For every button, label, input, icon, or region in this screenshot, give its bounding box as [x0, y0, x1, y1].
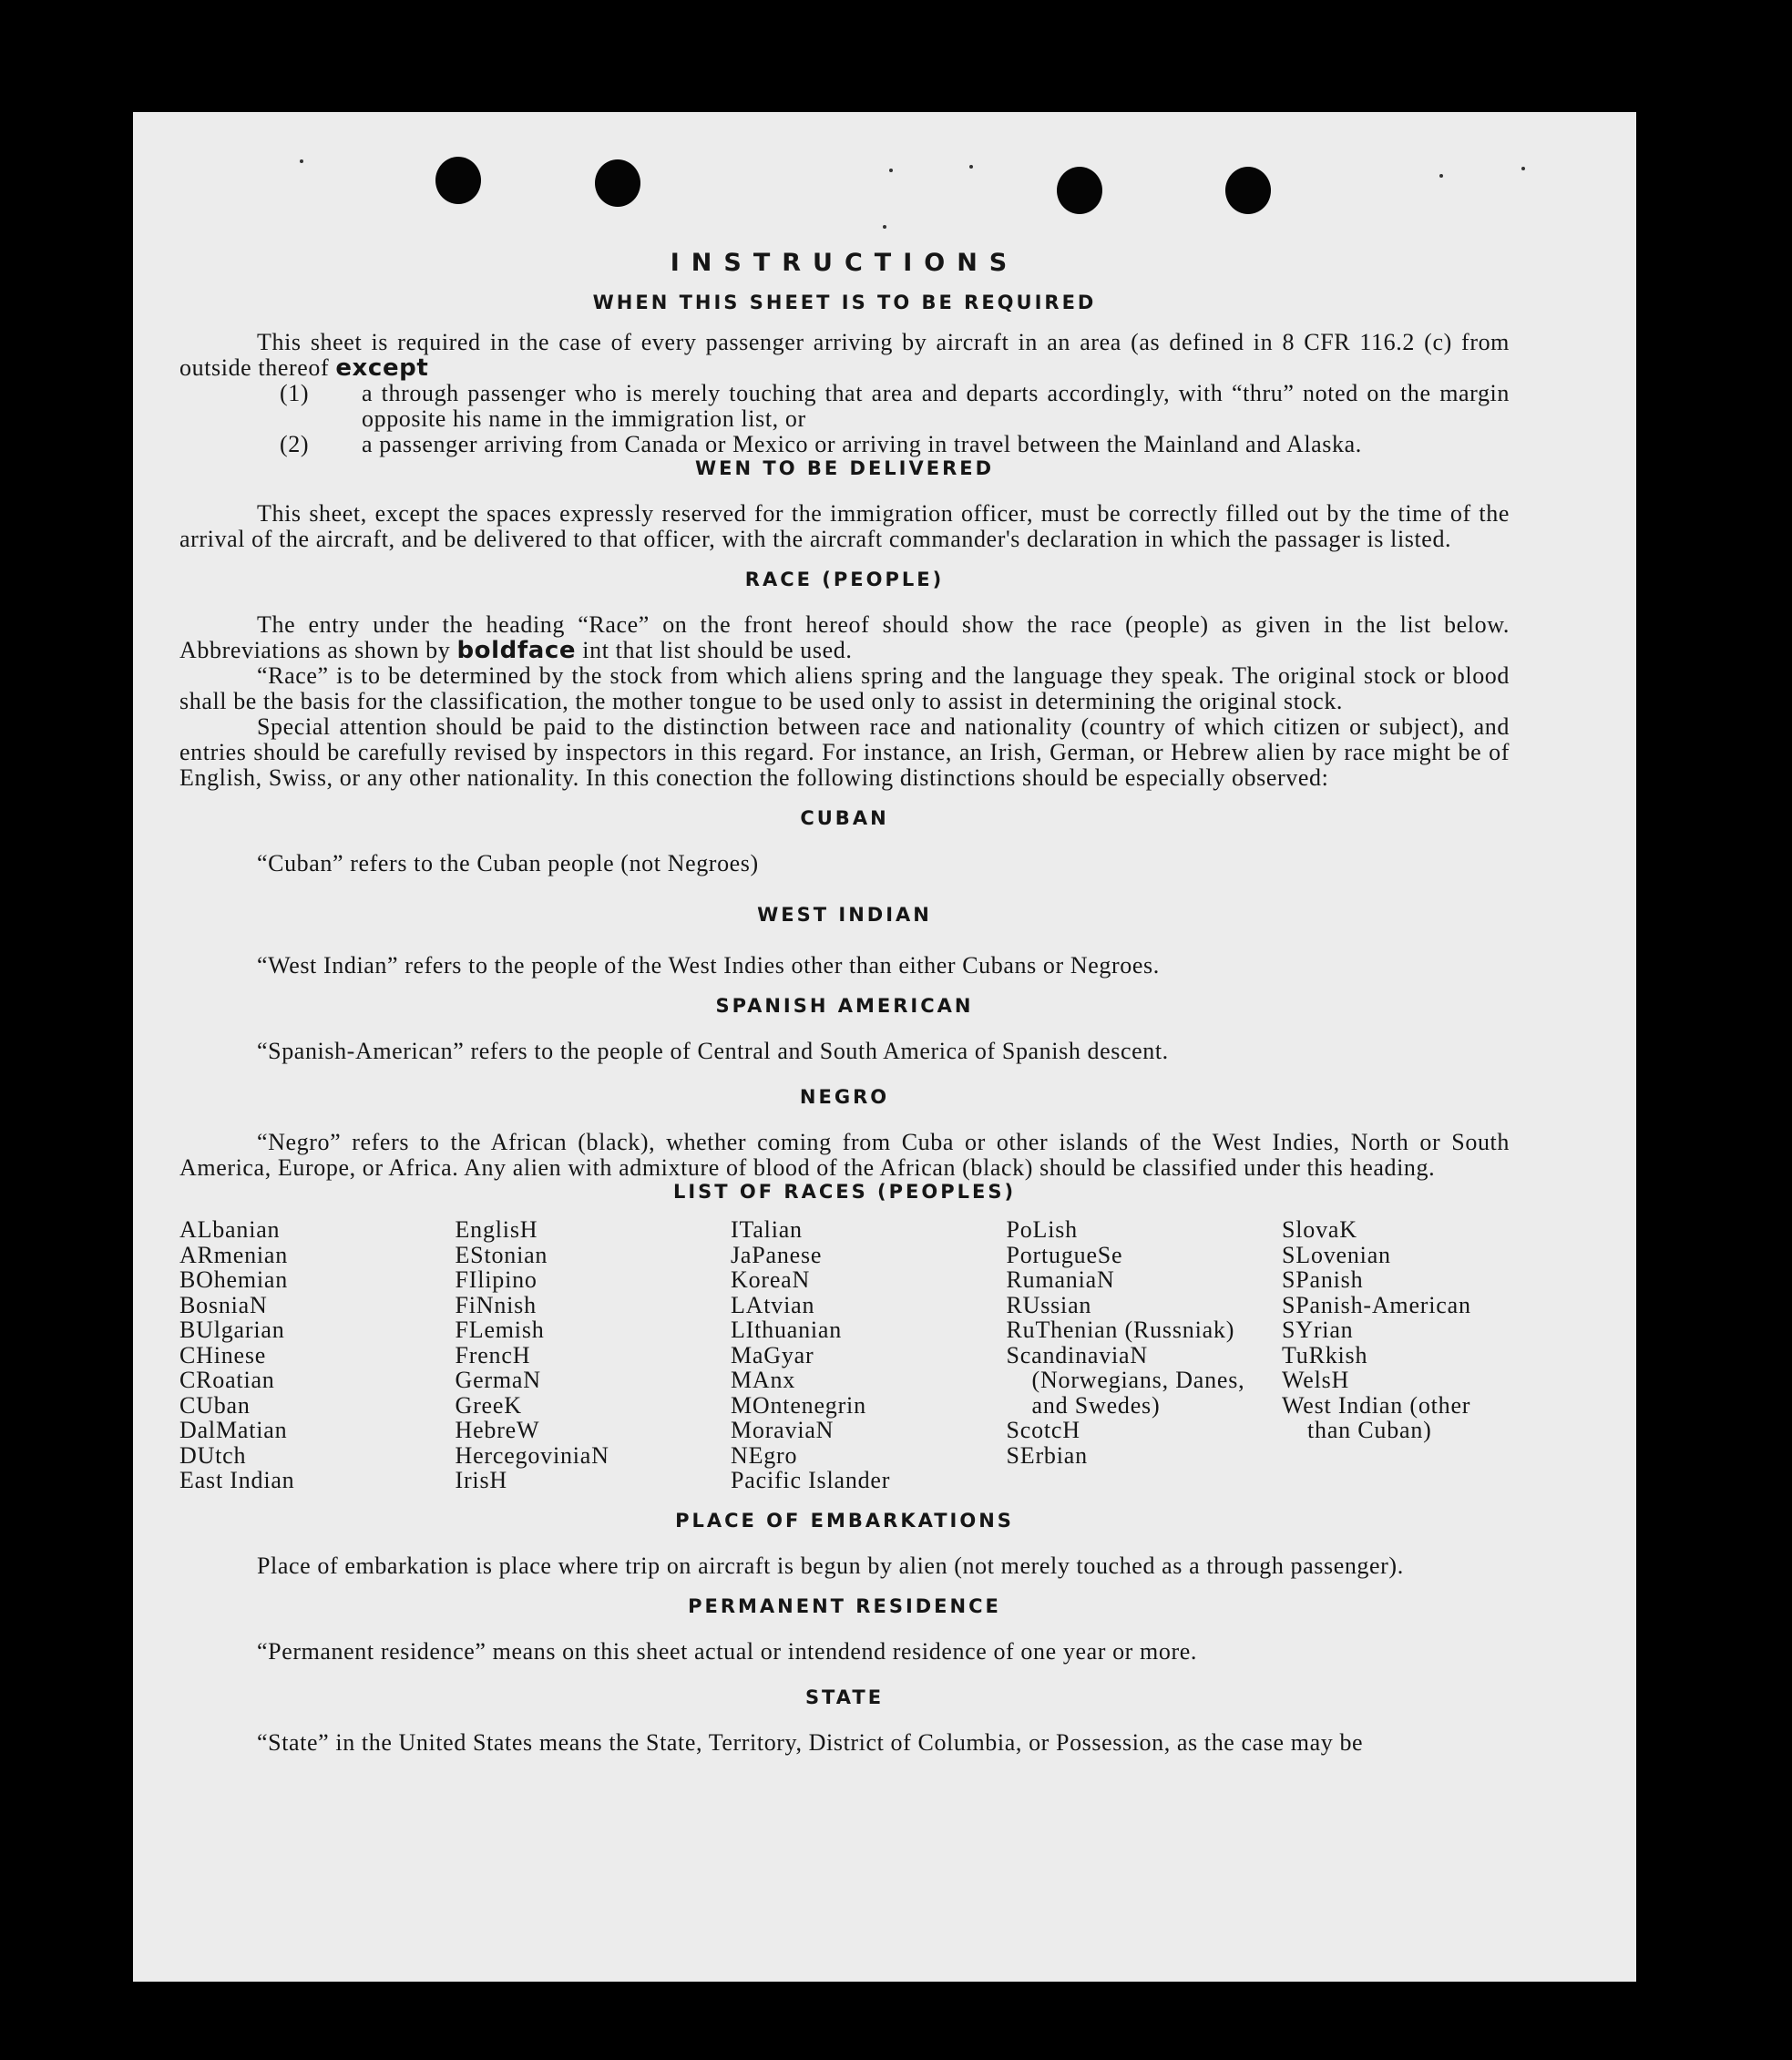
- speck: [969, 165, 973, 169]
- race-item: EStonian: [455, 1241, 548, 1268]
- race-item: FIlipino: [455, 1266, 538, 1293]
- race-item: ARmenian: [179, 1241, 289, 1268]
- race-item: BUlgarian: [179, 1317, 285, 1343]
- race-item: GreeK: [455, 1391, 522, 1419]
- paragraph-cuban: “Cuban” refers to the Cuban people (not Negroes): [257, 850, 759, 876]
- punch-hole: [595, 159, 640, 207]
- race-item: East Indian: [179, 1467, 295, 1493]
- race-item: MaGyar: [731, 1341, 814, 1368]
- race-item: NEgro: [731, 1441, 798, 1469]
- paragraph-state: “State” in the United States means the State, Territory, District of Columbia, or Possession, as the case may be: [257, 1728, 1364, 1756]
- punch-hole: [1225, 167, 1271, 214]
- paragraph-spanish-american: “Spanish-American” refers to the people of Central and South America of Spanish descent.: [257, 1038, 1169, 1064]
- race-item: ITalian: [731, 1216, 803, 1243]
- race-item: RuThenian (Russniak): [1006, 1317, 1235, 1343]
- race-item: DUtch: [179, 1441, 247, 1469]
- race-item: ScandinaviaN (Norwegians, Danes, and Swedes): [1006, 1341, 1245, 1419]
- races-column-2: [456, 1217, 711, 1493]
- race-item: BOhemian: [179, 1266, 289, 1293]
- race-item: SErbian: [1006, 1441, 1088, 1469]
- document-page: [133, 112, 1636, 1982]
- paragraph-when-required: This sheet is required in the case of every passenger arriving by aircraft in an area (as defined in 8 CFR 116.2 (c) from outside thereof except: [179, 329, 1510, 382]
- race-item: SPanish-American: [1282, 1291, 1471, 1318]
- paragraph-race-1: The entry under the heading “Race” on the front hereof should show the race (people) as given in the list below. Abbreviations as shown by boldface int that list should be used.: [179, 611, 1510, 664]
- heading-race: RACE (PEOPLE): [744, 569, 945, 590]
- race-item: MoraviaN: [731, 1417, 835, 1443]
- race-item: DalMatian: [179, 1417, 288, 1443]
- race-item: JaPanese: [731, 1241, 823, 1268]
- race-item: PoLish: [1006, 1216, 1078, 1243]
- speck: [889, 169, 893, 172]
- race-item: TuRkish: [1282, 1341, 1368, 1368]
- race-item: HercegoviniaN: [455, 1441, 609, 1469]
- race-item: FiNnish: [455, 1291, 537, 1318]
- races-column-4: [1007, 1217, 1262, 1493]
- race-item: BosniaN: [179, 1291, 268, 1318]
- race-item: FLemish: [455, 1317, 545, 1343]
- race-item: LAtvian: [731, 1291, 815, 1318]
- paragraph-west-indian: “West Indian” refers to the people of the West Indies other than either Cubans or Negroes.: [257, 952, 1160, 979]
- speck: [883, 225, 886, 229]
- race-item: GermaN: [455, 1367, 541, 1393]
- race-item: EnglisH: [455, 1216, 538, 1243]
- race-item: CRoatian: [179, 1367, 275, 1393]
- race-item: SYrian: [1282, 1317, 1354, 1343]
- heading-west-indian: WEST INDIAN: [757, 904, 932, 926]
- heading-negro: NEGRO: [799, 1086, 890, 1108]
- race-item: IrisH: [455, 1467, 507, 1493]
- race-item: LIthuanian: [731, 1317, 843, 1343]
- heading-spanish-american: SPANISH AMERICAN: [715, 995, 974, 1017]
- race-item: CUban: [179, 1391, 251, 1419]
- race-item: CHinese: [179, 1341, 267, 1368]
- race-item: RumaniaN: [1006, 1266, 1115, 1293]
- race-item: ScotcH: [1006, 1417, 1080, 1443]
- punch-hole: [1057, 167, 1102, 214]
- heading-when-required: WHEN THIS SHEET IS TO BE REQUIRED: [592, 292, 1097, 313]
- heading-list-of-races: LIST OF RACES (PEOPLES): [672, 1181, 1017, 1203]
- paragraph-race-2: “Race” is to be determined by the stock from which aliens spring and the language they speak. The original stock or blood shall be the basis for the classification, the mother tongue to be used only to assist in determining the original stock.: [179, 662, 1510, 714]
- heading-state: STATE: [804, 1686, 885, 1708]
- paragraph-negro: “Negro” refers to the African (black), whether coming from Cuba or other islands of the West Indies, North or South America, Europe, or Africa. Any alien with admixture of blood of the African (black) should be classified under this heading.: [179, 1129, 1510, 1181]
- race-item: SlovaK: [1282, 1216, 1357, 1243]
- races-column-1: [179, 1217, 435, 1493]
- instructions-content: [179, 249, 1510, 1756]
- paragraph-race-3: Special attention should be paid to the distinction between race and nationality (country of which citizen or subject), and entries should be carefully revised by inspectors in this regard. For instance, an Irish, German, or Hebrew alien by race might be of English, Swiss, or any other nationality. In this conection the following distinctions should be especially observed:: [179, 713, 1510, 791]
- race-item: FrencH: [455, 1341, 531, 1368]
- race-item: West Indian (other than Cuban): [1282, 1391, 1471, 1443]
- exception-item-2: (2) a passenger arriving from Canada or Mexico or arriving in travel between the Mainland and Alaska.: [280, 431, 1362, 457]
- race-item: KoreaN: [731, 1266, 811, 1293]
- paragraph-permanent-residence: “Permanent residence” means on this sheet actual or intendend residence of one year or more.: [257, 1637, 1197, 1665]
- heading-when-delivered: WEN TO BE DELIVERED: [694, 457, 995, 479]
- heading-permanent-residence: PERMANENT RESIDENCE: [688, 1594, 1001, 1617]
- race-item: HebreW: [455, 1417, 540, 1443]
- race-item: WelsH: [1282, 1367, 1350, 1393]
- race-item: MOntenegrin: [731, 1391, 866, 1419]
- race-item: RUssian: [1006, 1291, 1092, 1318]
- races-list: [179, 1217, 1510, 1493]
- page-title: INSTRUCTIONS: [670, 249, 1019, 277]
- race-item: Pacific Islander: [731, 1467, 891, 1493]
- exception-item-1: (1) a through passenger who is merely touching that area and departs accordingly, with “thru” noted on the margin opposite his name in the immigration list, or: [280, 380, 1510, 432]
- heading-place-of-embarkation: PLACE OF EMBARKATIONS: [675, 1509, 1014, 1532]
- speck: [1521, 167, 1525, 170]
- race-item: PortugueSe: [1006, 1241, 1123, 1268]
- race-item: SPanish: [1282, 1266, 1364, 1293]
- races-column-3: [731, 1217, 986, 1493]
- race-item: SLovenian: [1282, 1241, 1391, 1268]
- punch-hole: [435, 157, 481, 204]
- paragraph-place-of-embarkation: Place of embarkation is place where trip on aircraft is begun by alien (not merely touched as a through passenger).: [257, 1552, 1404, 1579]
- speck: [300, 159, 303, 163]
- speck: [1439, 174, 1443, 178]
- race-item: ALbanian: [179, 1216, 281, 1243]
- races-column-5: [1282, 1217, 1510, 1493]
- paragraph-when-delivered: This sheet, except the spaces expressly reserved for the immigration officer, must be correctly filled out by the time of the arrival of the aircraft, and be delivered to that officer, with the aircraft commander's declaration in which the passager is listed.: [179, 500, 1510, 552]
- heading-cuban: CUBAN: [800, 807, 889, 829]
- race-item: MAnx: [731, 1367, 796, 1393]
